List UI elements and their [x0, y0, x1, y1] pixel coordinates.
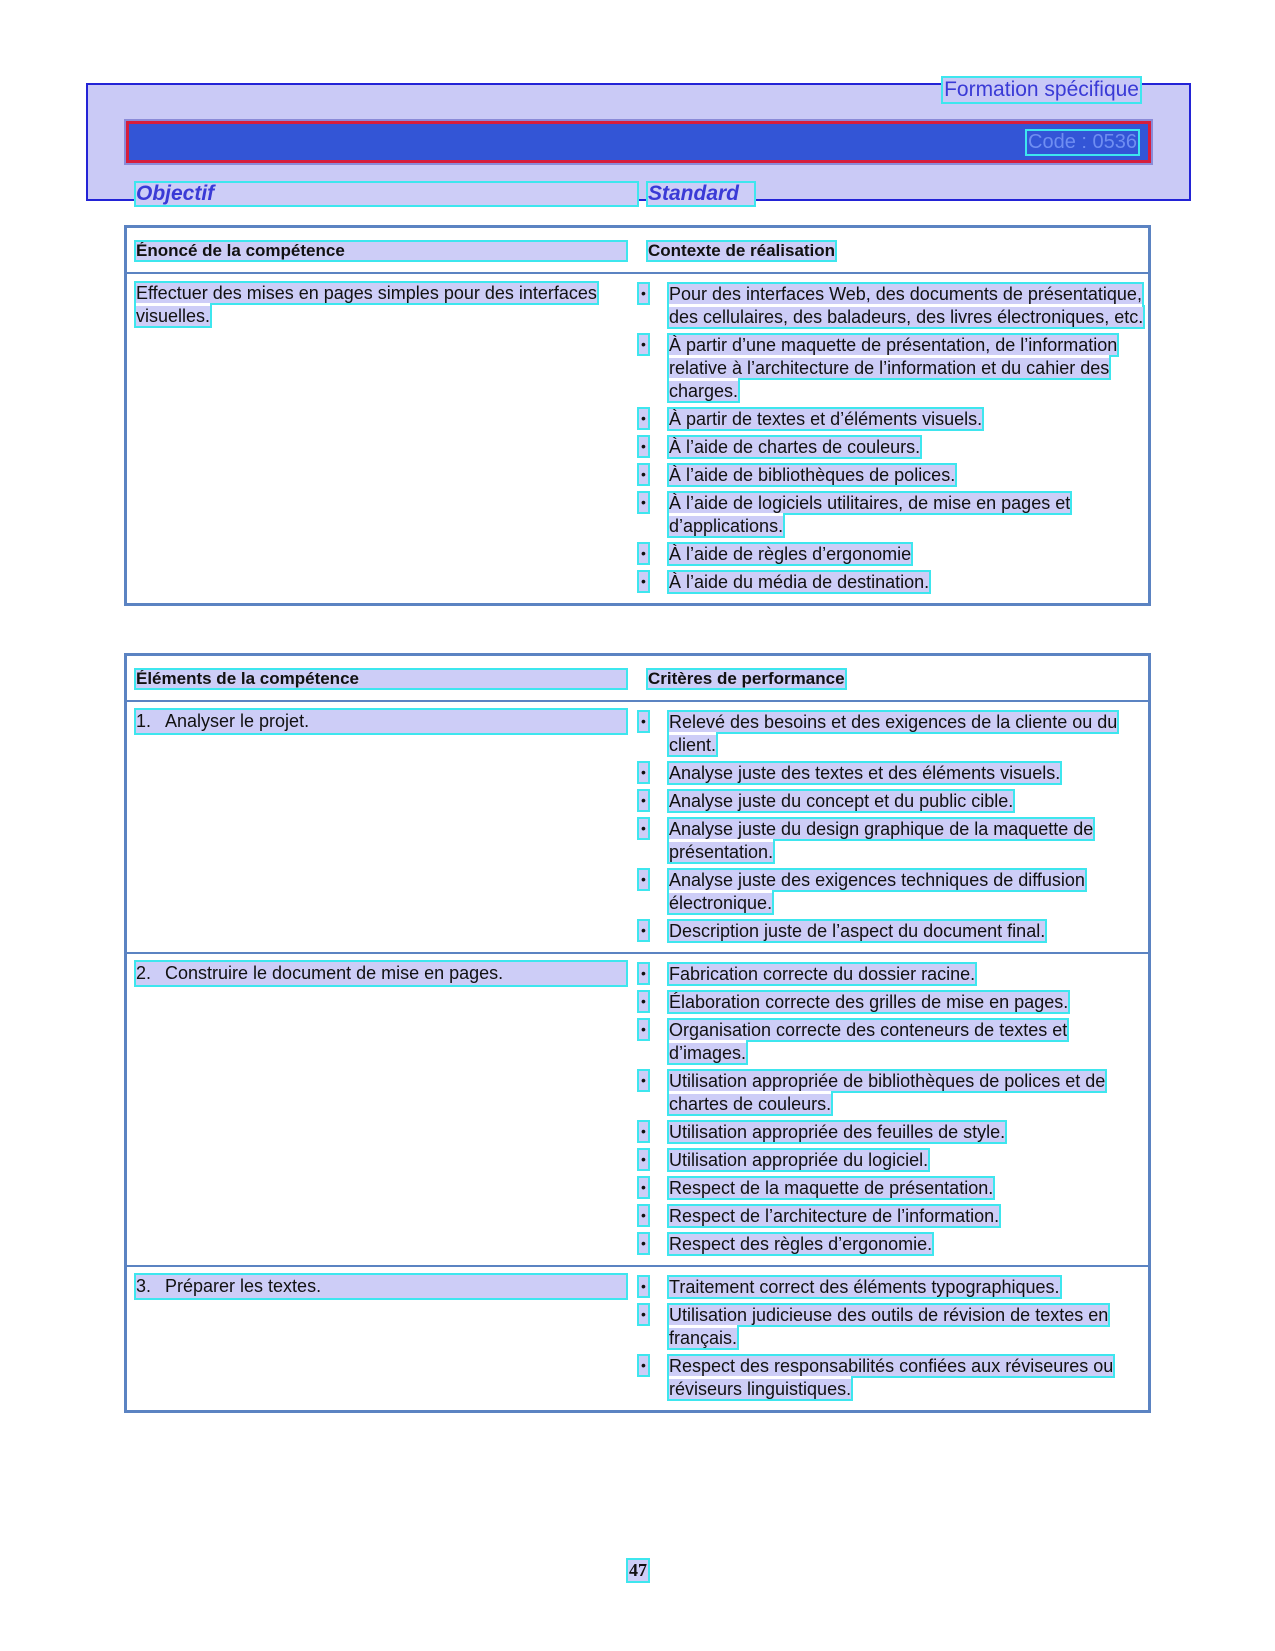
- list-item: [639, 334, 1148, 403]
- list-item-text: Utilisation judicieuse des outils de révision de textes en français.: [669, 1305, 1109, 1348]
- bullet-icon: •: [639, 791, 648, 810]
- bullet-icon: •: [639, 1020, 648, 1039]
- list-item: [639, 818, 1148, 864]
- criteria-list: [639, 963, 1148, 1256]
- element-cell: [127, 954, 639, 1265]
- list-item-text: Élaboration correcte des grilles de mise en pages.: [669, 992, 1069, 1012]
- list-item: [639, 464, 1148, 487]
- list-item-text: Respect des responsabilités confiées aux réviseures ou réviseurs linguistiques.: [669, 1356, 1114, 1399]
- objectif-standard-row: [136, 183, 1146, 205]
- list-item: [639, 920, 1148, 943]
- list-item-text: Traitement correct des éléments typographiques.: [669, 1277, 1060, 1297]
- bullet-icon: •: [639, 964, 648, 983]
- criteres-heading: Critères de performance: [648, 669, 845, 688]
- bullet-icon: •: [639, 1071, 648, 1090]
- element-cell: [127, 1267, 639, 1410]
- list-item-text: Relevé des besoins et des exigences de la cliente ou du client.: [669, 712, 1118, 755]
- list-item-text: À l’aide de règles d’ergonomie: [669, 544, 912, 564]
- bullet-icon: •: [639, 921, 648, 940]
- list-item-text: Pour des interfaces Web, des documents de présentatique, des cellulaires, des baladeurs, des livres électroniques, etc.: [669, 284, 1144, 327]
- list-item-text: Analyse juste du concept et du public cible.: [669, 791, 1014, 811]
- table-row: [127, 952, 1148, 1265]
- bullet-icon: •: [639, 712, 648, 731]
- list-item-text: À l’aide de chartes de couleurs.: [669, 437, 921, 457]
- list-item: [639, 963, 1148, 986]
- elements-heading: Éléments de la compétence: [136, 670, 626, 688]
- list-item: [639, 1276, 1148, 1299]
- list-item: [639, 1070, 1148, 1116]
- table-row: [127, 702, 1148, 952]
- criteria-cell: [639, 954, 1148, 1265]
- context-row: [127, 274, 1148, 603]
- contexte-cell: [639, 274, 1148, 603]
- list-item-text: Analyse juste des exigences techniques de diffusion électronique.: [669, 870, 1085, 913]
- bullet-icon: •: [639, 1150, 648, 1169]
- bullet-icon: •: [639, 1122, 648, 1141]
- list-item: [639, 492, 1148, 538]
- header-band: [86, 78, 1191, 205]
- list-item-text: À l’aide de bibliothèques de polices.: [669, 465, 956, 485]
- contexte-heading: Contexte de réalisation: [648, 241, 836, 260]
- element-text: Préparer les textes.: [165, 1276, 322, 1296]
- bullet-icon: •: [639, 465, 648, 484]
- bullet-icon: •: [639, 544, 648, 563]
- element-label: [136, 1275, 626, 1298]
- list-item: [639, 1177, 1148, 1200]
- objectif-heading: Objectif: [136, 183, 637, 205]
- list-item: [639, 869, 1148, 915]
- bullet-icon: •: [639, 992, 648, 1011]
- criteria-cell: [639, 702, 1148, 952]
- bullet-icon: •: [639, 493, 648, 512]
- list-item: [639, 762, 1148, 785]
- list-item: [639, 991, 1148, 1014]
- code-bar: [126, 121, 1151, 163]
- element-number: 1.: [136, 711, 152, 731]
- bullet-icon: •: [639, 409, 648, 428]
- bullet-icon: •: [639, 284, 648, 303]
- list-item: [639, 1019, 1148, 1065]
- list-item-text: Fabrication correcte du dossier racine.: [669, 964, 976, 984]
- bullet-icon: •: [639, 1234, 648, 1253]
- list-item-text: Utilisation appropriée du logiciel.: [669, 1150, 929, 1170]
- page-number: 47: [629, 1560, 647, 1580]
- performance-table: [124, 653, 1151, 1413]
- list-item-text: Analyse juste du design graphique de la maquette de présentation.: [669, 819, 1094, 862]
- context-table-header: [127, 228, 1148, 274]
- list-item: [639, 1355, 1148, 1401]
- list-item-text: À partir d’une maquette de présentation, de l’information relative à l’architecture de l’information et du cahier des charges.: [669, 335, 1118, 401]
- list-item-text: Utilisation appropriée de bibliothèques de polices et de chartes de couleurs.: [669, 1071, 1106, 1114]
- element-cell: [127, 702, 639, 952]
- list-item-text: À partir de textes et d’éléments visuels.: [669, 409, 983, 429]
- formation-label: Formation spécifique: [944, 78, 1139, 101]
- list-item: [639, 1233, 1148, 1256]
- criteria-list: [639, 711, 1148, 943]
- performance-table-header: [127, 656, 1148, 702]
- list-item-text: Organisation correcte des conteneurs de textes et d’images.: [669, 1020, 1068, 1063]
- bullet-icon: •: [639, 335, 648, 354]
- list-item: [639, 408, 1148, 431]
- list-item: [639, 711, 1148, 757]
- bullet-icon: •: [639, 1356, 648, 1375]
- list-item: [639, 436, 1148, 459]
- bullet-icon: •: [639, 1305, 648, 1324]
- bullet-icon: •: [639, 1178, 648, 1197]
- list-item: [639, 283, 1148, 329]
- list-item: [639, 571, 1148, 594]
- bullet-icon: •: [639, 870, 648, 889]
- list-item: [639, 543, 1148, 566]
- bullet-icon: •: [639, 763, 648, 782]
- element-label: [136, 962, 626, 985]
- bullet-icon: •: [639, 572, 648, 591]
- element-text: Construire le document de mise en pages.: [165, 963, 504, 983]
- list-item-text: Respect de la maquette de présentation.: [669, 1178, 994, 1198]
- list-item-text: Respect des règles d’ergonomie.: [669, 1234, 933, 1254]
- performance-rows: [127, 702, 1148, 1410]
- criteria-cell: [639, 1267, 1148, 1410]
- enonce-cell: [127, 274, 639, 603]
- enonce-heading: Énoncé de la compétence: [136, 242, 626, 260]
- standard-heading: Standard: [648, 183, 754, 205]
- list-item-text: Respect de l’architecture de l’information.: [669, 1206, 1000, 1226]
- table-row: [127, 1265, 1148, 1410]
- enonce-text: Effectuer des mises en pages simples pour des interfaces visuelles.: [136, 283, 597, 326]
- list-item: [639, 1205, 1148, 1228]
- element-text: Analyser le projet.: [165, 711, 310, 731]
- list-item-text: À l’aide du média de destination.: [669, 572, 930, 592]
- bullet-icon: •: [639, 1206, 648, 1225]
- list-item-text: Utilisation appropriée des feuilles de style.: [669, 1122, 1006, 1142]
- context-table: [124, 225, 1151, 606]
- criteria-list: [639, 1276, 1148, 1401]
- list-item-text: À l’aide de logiciels utilitaires, de mise en pages et d’applications.: [669, 493, 1071, 536]
- bullet-icon: •: [639, 819, 648, 838]
- bullet-icon: •: [639, 437, 648, 456]
- list-item: [639, 1304, 1148, 1350]
- list-item: [639, 1121, 1148, 1144]
- element-number: 2.: [136, 963, 152, 983]
- code-label: Code : 0536: [1028, 131, 1137, 153]
- list-item: [639, 790, 1148, 813]
- element-number: 3.: [136, 1276, 152, 1296]
- element-label: [136, 710, 626, 733]
- bullet-icon: •: [639, 1277, 648, 1296]
- list-item-text: Analyse juste des textes et des éléments visuels.: [669, 763, 1061, 783]
- list-item-text: Description juste de l’aspect du document final.: [669, 921, 1046, 941]
- list-item: [639, 1149, 1148, 1172]
- contexte-list: [639, 283, 1148, 594]
